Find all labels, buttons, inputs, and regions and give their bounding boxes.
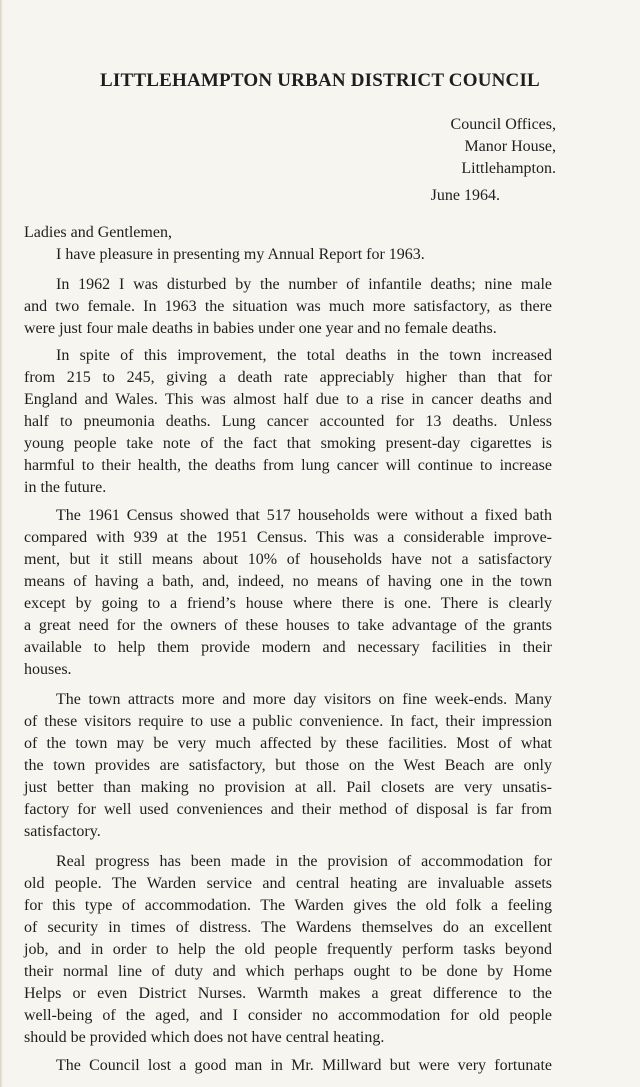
paragraph-2-line: and two female. In 1963 the situation was much more satisfactory, as there: [24, 298, 552, 315]
council-title: LITTLEHAMPTON URBAN DISTRICT COUNCIL: [100, 70, 540, 91]
paragraph-3-line: young people take note of the fact that smoking present-day cigarettes is: [24, 435, 552, 452]
address-line: Council Offices,: [450, 116, 556, 133]
paragraph-4-line: except by going to a friend’s house where there is one. There is clearly: [24, 595, 552, 612]
paragraph-6-line: of security in times of distress. The Wardens themselves do an excellent: [24, 919, 552, 936]
paragraph-5-line: just better than making no provision at all. Pail closets are very unsatis-: [24, 779, 552, 796]
paragraph-3-line: in the future.: [24, 479, 107, 496]
paragraph-4-line: houses.: [24, 661, 72, 678]
paragraph-5-line: The town attracts more and more day visitors on fine week-ends. Many: [56, 691, 552, 708]
address-line: Littlehampton.: [461, 160, 556, 177]
paragraph-5-line: satisfactory.: [24, 823, 101, 840]
paragraph-5-line: factory for well used conveniences and their method of disposal is far from: [24, 801, 552, 818]
paragraph-3-line: England and Wales. This was almost half due to a rise in cancer deaths and: [24, 391, 552, 408]
paragraph-3-line: half to pneumonia deaths. Lung cancer accounted for 13 deaths. Unless: [24, 413, 552, 430]
paragraph-6-line: job, and in order to help the old people frequently perform tasks beyond: [24, 941, 552, 958]
address-block: [330, 114, 556, 180]
paragraph-1-line: I have pleasure in presenting my Annual Report for 1963.: [56, 246, 425, 263]
paragraph-3-line: from 215 to 245, giving a death rate appreciably higher than that for: [24, 369, 552, 386]
paragraph-4-line: compared with 939 at the 1951 Census. This was a considerable improve-: [24, 529, 552, 546]
paragraph-6-line: for this type of accommodation. The Warden gives the old folk a feeling: [24, 897, 552, 914]
paragraph-4-line: means of having a bath, and, indeed, no means of having one in the town: [24, 573, 552, 590]
paragraph-6-line: well-being of the aged, and I consider no accommodation for old people: [24, 1007, 552, 1024]
paragraph-3-line: In spite of this improvement, the total deaths in the town increased: [56, 347, 552, 364]
paragraph-4-line: a great need for the owners of these houses to take advantage of the grants: [24, 617, 552, 634]
paragraph-7-line: The Council lost a good man in Mr. Millward but were very fortunate: [56, 1057, 552, 1074]
paragraph-5-line: of the town may be very much affected by these facilities. Most of what: [24, 735, 552, 752]
paragraph-6-line: Helps or even District Nurses. Warmth makes a great difference to the: [24, 985, 552, 1002]
paragraph-6-line: should be provided which does not have central heating.: [24, 1029, 385, 1046]
paragraph-3-line: harmful to their health, the deaths from lung cancer will continue to increase: [24, 457, 552, 474]
page-binding-edge: [0, 0, 3, 1087]
salutation: Ladies and Gentlemen,: [24, 224, 172, 241]
paragraph-4-line: The 1961 Census showed that 517 households were without a fixed bath: [56, 507, 552, 524]
paragraph-5-line: the town provides are satisfactory, but those on the West Beach are only: [24, 757, 552, 774]
paragraph-4-line: ment, but it still means about 10% of households have not a satisfactory: [24, 551, 552, 568]
paragraph-5-line: of these visitors require to use a public convenience. In fact, their impression: [24, 713, 552, 730]
paragraph-4-line: available to help them provide modern and necessary facilities in their: [24, 639, 552, 656]
paragraph-6-line: Real progress has been made in the provision of accommodation for: [56, 853, 552, 870]
paragraph-2-line: In 1962 I was disturbed by the number of infantile deaths; nine male: [56, 276, 552, 293]
paragraph-6-line: old people. The Warden service and central heating are invaluable assets: [24, 875, 552, 892]
letter-date: June 1964.: [430, 187, 500, 204]
paragraph-6-line: their normal line of duty and which perhaps ought to be done by Home: [24, 963, 552, 980]
paragraph-2-line: were just four male deaths in babies under one year and no female deaths.: [24, 320, 497, 337]
address-line: Manor House,: [464, 138, 556, 155]
